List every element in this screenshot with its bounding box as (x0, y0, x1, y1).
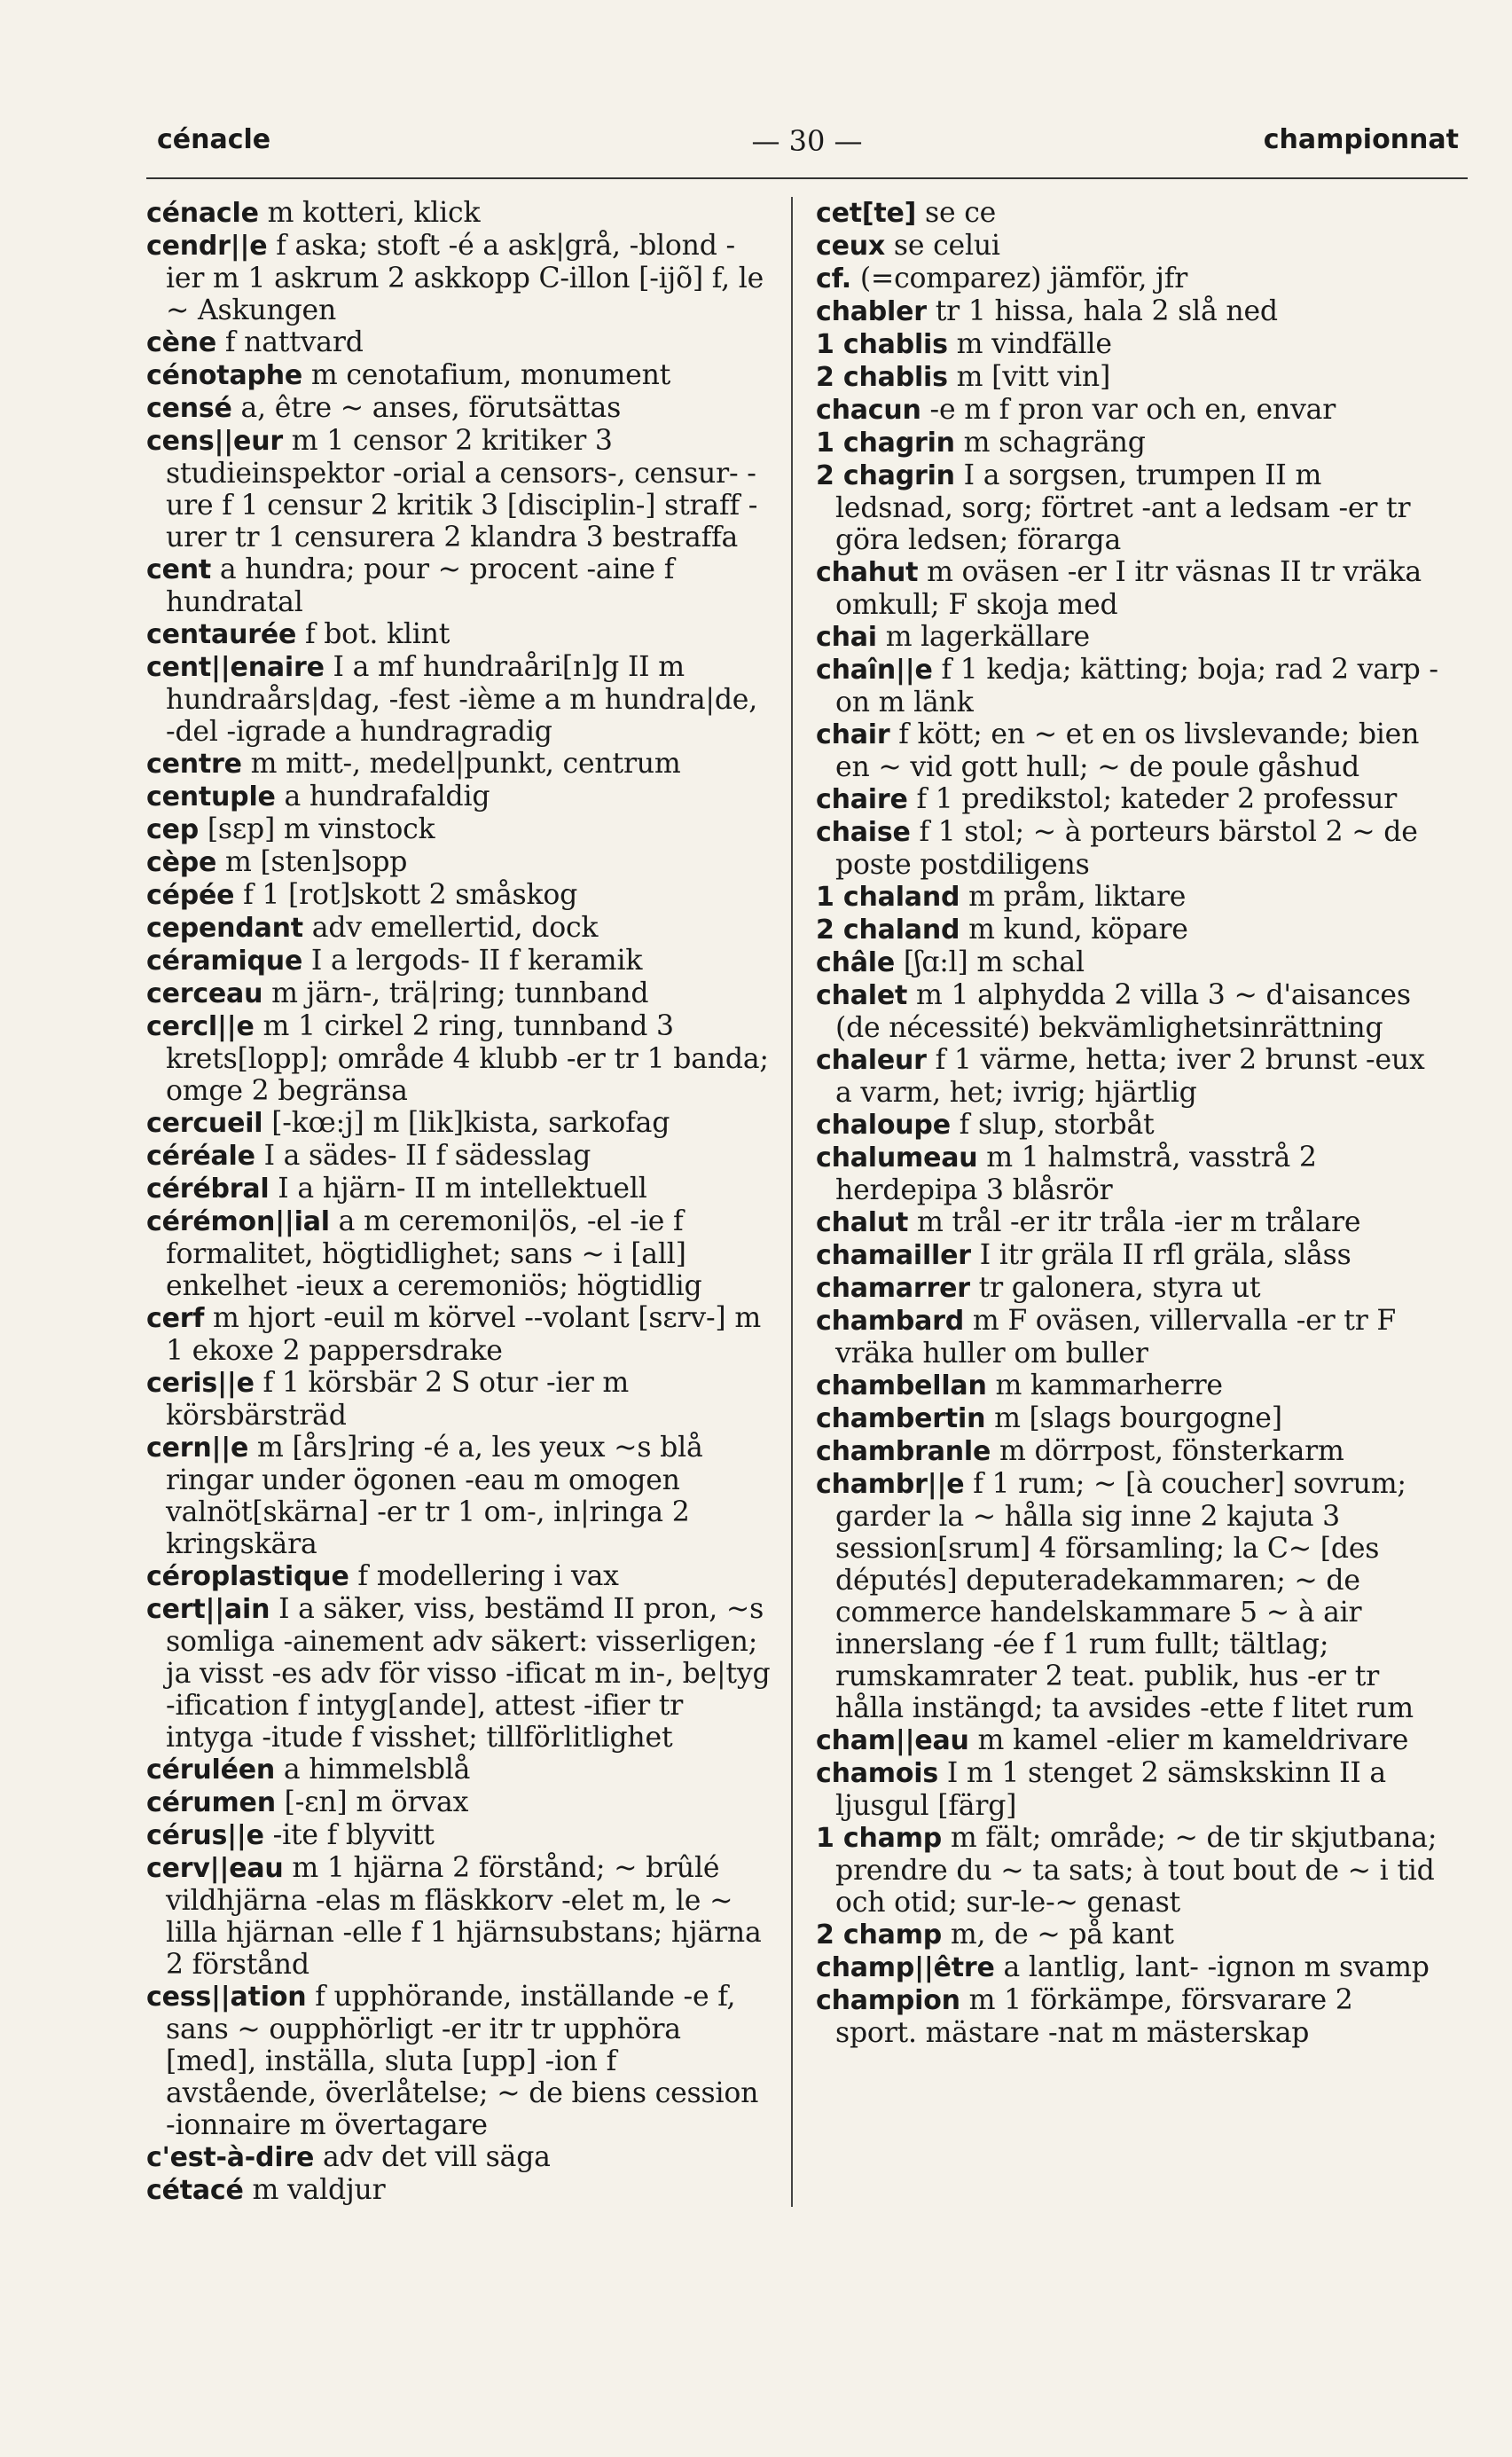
entry-definition: m 1 halmstrå, vasstrå 2 herdepipa 3 blåsrör (835, 1142, 1317, 1206)
dictionary-entry (146, 651, 772, 748)
dictionary-entry (816, 1370, 1441, 1402)
dictionary-entry (816, 1435, 1441, 1468)
entry-definition: tr galonera, styra ut (969, 1272, 1261, 1304)
entry-headword: cerv||eau (146, 1853, 284, 1884)
entry-definition: m 1 förkämpe, försvarare 2 sport. mästare -nat m mästerskap (835, 1984, 1353, 2049)
entry-headword: cercl||e (146, 1011, 255, 1042)
dictionary-entry (816, 459, 1441, 556)
dictionary-entry (146, 1786, 772, 1819)
entry-headword: 2 chablis (816, 362, 948, 393)
entry-definition: m kammarherre (986, 1370, 1223, 1401)
entry-headword: cert||ain (146, 1594, 270, 1625)
entry-definition: m [slags bourgogne] (985, 1402, 1282, 1434)
entry-headword: chamarrer (816, 1273, 970, 1304)
entry-definition: f aska; stoft -é a ask|grå, -blond -ier m 1 askrum 2 askkopp C-illon [-ijõ] f, le ~ Askungen (166, 230, 764, 326)
entry-headword: chacun (816, 395, 921, 426)
entry-headword: cess||ation (146, 1982, 307, 2013)
entry-headword: cépée (146, 880, 235, 911)
dictionary-entry (146, 1010, 772, 1107)
entry-headword: cent||enaire (146, 652, 325, 683)
entry-definition: m kund, köpare (960, 914, 1188, 946)
dictionary-entry (816, 1951, 1441, 1984)
dictionary-entry (146, 2174, 772, 2207)
entry-headword: chair (816, 719, 890, 750)
dictionary-entry (816, 718, 1441, 783)
dictionary-entry (146, 230, 772, 326)
entry-definition: f slup, storbåt (950, 1109, 1155, 1141)
entry-definition: f modellering i vax (349, 1560, 619, 1592)
dictionary-entry (816, 979, 1441, 1044)
entry-headword: chambellan (816, 1370, 987, 1401)
entry-definition: m valdjur (243, 2174, 386, 2206)
entry-headword: centaurée (146, 619, 297, 650)
entry-headword: cérébral (146, 1174, 270, 1205)
dictionary-entry (816, 263, 1441, 295)
entry-headword: cerceau (146, 978, 263, 1009)
entry-headword: 1 chaland (816, 882, 960, 913)
dictionary-entry (146, 1173, 772, 1205)
entry-headword: cène (146, 327, 217, 358)
dictionary-entry (146, 846, 772, 879)
dictionary-entry (146, 781, 772, 813)
dictionary-entry (146, 945, 772, 977)
entry-headword: chaîn||e (816, 655, 933, 686)
entry-headword: champ||être (816, 1952, 995, 1983)
entry-definition: m kamel -elier m kameldrivare (968, 1724, 1409, 1756)
entry-definition: I m 1 stenget 2 sämskskinn II a ljusgul [färg] (835, 1757, 1386, 1822)
entry-definition: I a lergods- II f keramik (302, 945, 643, 977)
entry-headword: cérus||e (146, 1820, 264, 1851)
entry-definition: f bot. klint (296, 618, 450, 650)
dictionary-entry (816, 1305, 1441, 1370)
dictionary-entry (816, 361, 1441, 394)
entry-headword: cendr||e (146, 231, 268, 262)
dictionary-entry (816, 621, 1441, 654)
left-column (146, 197, 793, 2207)
dictionary-entry (146, 359, 772, 392)
entry-headword: cet[te] (816, 198, 917, 229)
dictionary-entry (816, 1984, 1441, 2049)
entry-headword: 1 chagrin (816, 428, 955, 459)
entry-definition: adv det vill säga (314, 2141, 551, 2173)
entry-headword: cf. (816, 263, 851, 294)
entry-definition: a m ceremoni|ös, -el -ie f formalitet, högtidlighet; sans ~ i [all] enkelhet -ieux a ceremoniös; högtidlig (166, 1205, 702, 1302)
dictionary-entry (146, 977, 772, 1010)
entry-headword: chalut (816, 1207, 909, 1238)
entry-headword: 2 champ (816, 1919, 943, 1951)
entry-headword: ceris||e (146, 1368, 255, 1399)
dictionary-entry (146, 392, 772, 425)
entry-definition: tr 1 hissa, hala 2 slå ned (926, 295, 1278, 327)
entry-definition: f 1 kedja; kätting; boja; rad 2 varp -on m länk (835, 654, 1438, 718)
entry-definition: m 1 hjärna 2 förstånd; ~ brûlé vildhjärna -elas m fläskkorv -elet m, le ~ lilla hjärnan -elle f 1 hjärnsubstans; hjärna 2 förstånd (166, 1852, 762, 1981)
dictionary-entry (146, 879, 772, 912)
dictionary-entry (816, 197, 1441, 230)
entry-headword: cérumen (146, 1787, 276, 1818)
entry-definition: I a mf hundraåri[n]g II m hundraårs|dag, -fest -ième a m hundra|de, -del -igrade a hundragradig (166, 651, 758, 748)
dictionary-entry (146, 553, 772, 618)
dictionary-entry (816, 1109, 1441, 1142)
dictionary-entry (146, 813, 772, 846)
entry-headword: cerf (146, 1303, 205, 1334)
entry-headword: centre (146, 749, 242, 780)
entry-definition: f 1 rum; ~ [à coucher] sovrum; garder la ~ hålla sig inne 2 kajuta 3 session[srum] 4 församling; la C~ [des députés] deputeradekammaren; ~ de commerce handelskammare 5 ~ à air innerslang -ée f 1 rum fullt; tältlag; rumskamrater 2 teat. publik, hus -er tr hålla instängd; ta avsides -ette f litet rum (835, 1468, 1414, 1724)
dictionary-entry (146, 1107, 772, 1140)
entry-headword: chamois (816, 1758, 938, 1789)
entry-headword: censé (146, 393, 232, 424)
entry-headword: chamailler (816, 1240, 971, 1271)
dictionary-entry (816, 1822, 1441, 1919)
entry-headword: chaloupe (816, 1110, 951, 1141)
entry-definition: m F oväsen, villervalla -er tr F vräka huller om buller (835, 1305, 1397, 1370)
entry-definition: m vindfälle (947, 328, 1112, 360)
entry-definition: m schagräng (954, 427, 1146, 459)
entry-definition: f 1 [rot]skott 2 småskog (234, 879, 578, 911)
dictionary-entry (146, 748, 772, 781)
dictionary-entry (816, 881, 1441, 914)
entry-definition: a hundra; pour ~ procent -aine f hundratal (166, 553, 675, 618)
dictionary-entry (816, 1272, 1441, 1305)
entry-headword: champion (816, 1985, 960, 2016)
entry-definition: m trål -er itr tråla -ier m trålare (908, 1206, 1361, 1238)
entry-headword: cénacle (146, 198, 259, 229)
entry-definition: m 1 alphydda 2 villa 3 ~ d'aisances (de nécessité) bekvämlighetsinrättning (835, 979, 1411, 1044)
entry-definition: m hjort -euil m körvel --volant [sɛrv-] m 1 ekoxe 2 pappersdrake (166, 1302, 761, 1367)
entry-definition: m [års]ring -é a, les yeux ~s blå ringar under ögonen -eau m omogen valnöt[skärna] -er tr 1 om-, in|ringa 2 kringskära (166, 1432, 703, 1560)
dictionary-entry (816, 914, 1441, 946)
header-first-headword: cénacle (157, 124, 271, 155)
entry-headword: cern||e (146, 1433, 249, 1464)
entry-headword: 2 chagrin (816, 460, 955, 491)
entry-definition: m lagerkällare (876, 621, 1090, 653)
entry-headword: cercueil (146, 1108, 263, 1139)
entry-headword: c'est-à-dire (146, 2142, 315, 2173)
entry-headword: chahut (816, 557, 919, 588)
dictionary-entry (146, 1981, 772, 2141)
dictionary-entry (816, 1206, 1441, 1239)
dictionary-entry (146, 1367, 772, 1432)
entry-headword: chaire (816, 784, 908, 815)
entry-definition: m [vitt vin] (947, 361, 1111, 393)
entry-headword: chaise (816, 817, 911, 848)
entry-definition: I a sädes- II f sädesslag (255, 1140, 591, 1172)
entry-headword: céruléen (146, 1754, 276, 1786)
right-column (793, 197, 1441, 2207)
dictionary-entry (816, 1724, 1441, 1757)
entry-definition: m 1 cirkel 2 ring, tunnband 3 krets[lopp]; område 4 klubb -er tr 1 banda; omge 2 begränsa (166, 1010, 769, 1107)
entry-definition: I a sorgsen, trumpen II m ledsnad, sorg; förtret -ant a ledsam -er tr göra ledsen; förarga (835, 459, 1411, 556)
entry-definition: adv emellertid, dock (302, 912, 599, 944)
entry-definition: [-kœ:j] m [lik]kista, sarkofag (262, 1107, 670, 1139)
entry-definition: f 1 körsbär 2 S otur -ier m körsbärsträd (166, 1367, 630, 1432)
entry-headword: chambertin (816, 1403, 986, 1434)
entry-definition: a lantlig, lant- -ignon m svamp (994, 1951, 1430, 1983)
dictionary-entry (816, 328, 1441, 361)
dictionary-entry (146, 2141, 772, 2174)
entry-definition: m [sten]sopp (216, 846, 408, 878)
dictionary-entry (816, 1044, 1441, 1109)
dictionary-entry (816, 556, 1441, 621)
dictionary-entry (146, 425, 772, 553)
entry-definition: m fält; område; ~ de tir skjutbana; prendre du ~ ta sats; à tout bout de ~ i tid och otid; sur-le-~ genast (835, 1822, 1438, 1919)
dictionary-entry (146, 1754, 772, 1786)
dictionary-entry (816, 1757, 1441, 1822)
dictionary-entry (146, 1302, 772, 1367)
entry-headword: 1 champ (816, 1823, 943, 1854)
entry-definition: m 1 censor 2 kritiker 3 studieinspektor -orial a censors-, censur- -ure f 1 censur 2 kritik 3 [disciplin-] straff -urer tr 1 censurera 2 klandra 3 bestraffa (166, 425, 758, 553)
dictionary-entry (816, 1239, 1441, 1272)
entry-definition: f upphörande, inställande -e f, sans ~ oupphörligt -er itr tr upphöra [med], inställa, sluta [upp] -ion f avstående, överlåtelse; ~ de biens cession -ionnaire m övertagare (166, 1981, 759, 2141)
entry-headword: chalumeau (816, 1142, 978, 1174)
entry-headword: céréale (146, 1141, 255, 1172)
entry-headword: cétacé (146, 2175, 244, 2206)
entry-headword: châle (816, 947, 896, 978)
page-header (146, 124, 1468, 179)
entry-headword: 2 chaland (816, 915, 960, 946)
dictionary-entry (146, 326, 772, 359)
entry-definition: -ite f blyvitt (263, 1819, 435, 1851)
entry-definition: f nattvard (216, 326, 364, 358)
entry-headword: chabler (816, 296, 927, 327)
page-number: — 30 — (751, 124, 863, 158)
dictionary-entry (146, 1432, 772, 1560)
dictionary-entry (816, 1468, 1441, 1724)
entry-definition: se celui (885, 230, 1000, 262)
entry-headword: chambranle (816, 1436, 991, 1467)
entry-headword: céroplastique (146, 1561, 349, 1592)
entry-definition: f kött; en ~ et en os livslevande; bien en ~ vid gott hull; ~ de poule gåshud (835, 718, 1420, 783)
entry-definition: f 1 värme, hetta; iver 2 brunst -eux a varm, het; ivrig; hjärtlig (835, 1044, 1425, 1109)
entry-headword: chalet (816, 980, 908, 1011)
entry-headword: cent (146, 554, 212, 585)
dictionary-entry (146, 1593, 772, 1754)
entry-headword: cependant (146, 913, 303, 944)
entry-definition: (=comparez) jämför, jfr (851, 263, 1188, 294)
dictionary-entry (146, 1819, 772, 1852)
entry-definition: a himmelsblå (275, 1754, 471, 1786)
entry-headword: chai (816, 622, 877, 653)
entry-headword: cérémon||ial (146, 1206, 330, 1237)
entry-definition: m järn-, trä|ring; tunnband (262, 977, 649, 1009)
columns (146, 197, 1468, 2207)
dictionary-entry (816, 1919, 1441, 1951)
dictionary-entry (146, 197, 772, 230)
entry-definition: [ʃɑ:l] m schal (895, 946, 1085, 978)
entry-definition: m oväsen -er I itr väsnas II tr vräka omkull; F skoja med (835, 556, 1422, 621)
dictionary-entry (816, 394, 1441, 427)
entry-headword: ceux (816, 231, 886, 262)
entry-headword: cens||eur (146, 426, 283, 457)
dictionary-entry (816, 295, 1441, 328)
entry-definition: I a hjärn- II m intellektuell (269, 1173, 647, 1205)
entry-definition: m, de ~ på kant (942, 1919, 1174, 1951)
dictionary-entry (146, 618, 772, 651)
entry-headword: cep (146, 814, 200, 845)
entry-headword: cénotaphe (146, 360, 303, 391)
entry-definition: m cenotafium, monument (302, 359, 671, 391)
entry-definition: se ce (916, 197, 997, 229)
entry-headword: cham||eau (816, 1725, 969, 1756)
dictionary-entry (146, 1140, 772, 1173)
dictionary-entry (146, 912, 772, 945)
dictionary-entry (146, 1205, 772, 1302)
entry-definition: [sɛp] m vinstock (199, 813, 435, 845)
entry-definition: m dörrpost, fönsterkarm (991, 1435, 1344, 1467)
dictionary-entry (146, 1560, 772, 1593)
entry-headword: chambr||e (816, 1469, 965, 1500)
entry-definition: m pråm, liktare (960, 881, 1187, 913)
dictionary-entry (816, 230, 1441, 263)
header-last-headword: championnat (1263, 124, 1459, 155)
entry-headword: chambard (816, 1306, 965, 1337)
entry-definition: a hundrafaldig (275, 781, 490, 812)
entry-headword: centuple (146, 781, 276, 812)
dictionary-entry (816, 654, 1441, 718)
entry-definition: I a säker, viss, bestämd II pron, ~s somliga -ainement adv säkert: visserligen; ja visst -es adv för visso -ificat m in-, be|tyg -ification f intyg[ande], attest -ifier tr intyga -itude f visshet; tillförlitlighet (166, 1593, 771, 1754)
dictionary-entry (816, 783, 1441, 816)
dictionary-entry (816, 427, 1441, 459)
entry-definition: I itr gräla II rfl gräla, slåss (970, 1239, 1351, 1271)
entry-definition: [-ɛn] m örvax (275, 1786, 469, 1818)
entry-headword: céramique (146, 946, 303, 977)
entry-definition: f 1 stol; ~ à porteurs bärstol 2 ~ de poste postdiligens (835, 816, 1418, 881)
entry-definition: -e m f pron var och en, envar (921, 394, 1336, 426)
dictionary-entry (816, 946, 1441, 979)
entry-definition: a, être ~ anses, förutsättas (231, 392, 622, 424)
entry-definition: m kotteri, klick (258, 197, 481, 229)
dictionary-entry (816, 1402, 1441, 1435)
entry-headword: 1 chablis (816, 329, 948, 360)
entry-definition: m mitt-, medel|punkt, centrum (241, 748, 681, 780)
dictionary-entry (816, 1142, 1441, 1206)
dictionary-entry (146, 1852, 772, 1981)
entry-headword: chaleur (816, 1045, 927, 1076)
entry-headword: cèpe (146, 847, 217, 878)
dictionary-entry (816, 816, 1441, 881)
entry-definition: f 1 predikstol; kateder 2 professur (907, 783, 1398, 815)
